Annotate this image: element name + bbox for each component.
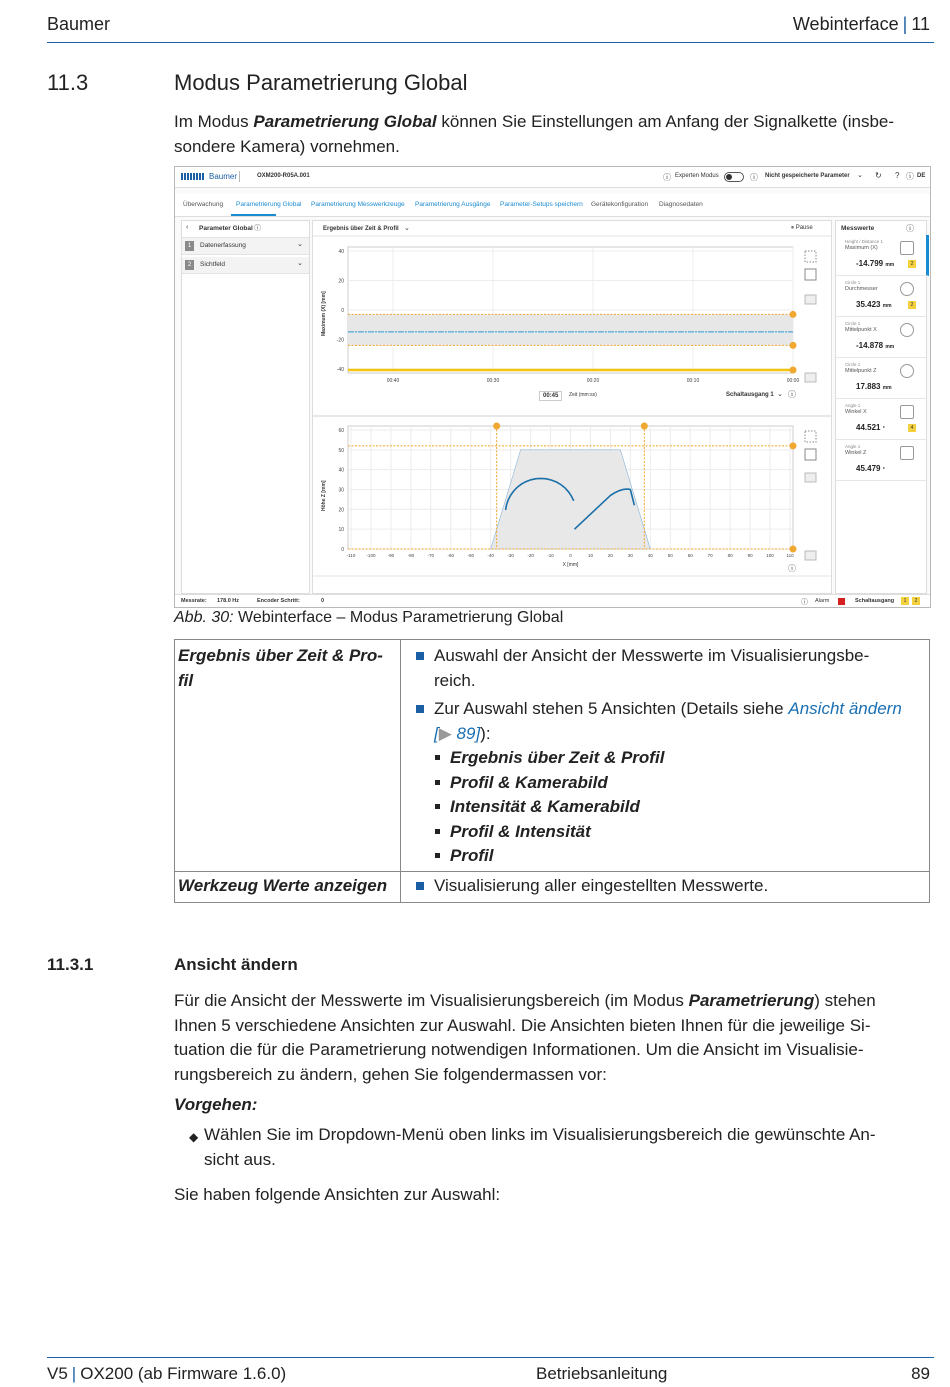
y-axis-label: Höhe Z [mm] [321, 480, 327, 511]
alarm-label: Alarm [815, 598, 830, 604]
footer-document: Betriebsanleitung [536, 1364, 668, 1383]
measurement-item[interactable] [836, 440, 926, 481]
tolerance-band [348, 314, 793, 345]
x-tick-label: -70 [427, 553, 435, 558]
limit-handle [790, 367, 797, 374]
measurement-item[interactable] [836, 317, 926, 358]
chevron-down-icon: ⌄ [297, 260, 303, 267]
limit-handle [641, 423, 648, 430]
status-bar [175, 594, 930, 608]
x-tick-label: -10 [547, 553, 554, 558]
y-tick-label: 10 [338, 527, 344, 534]
figure-caption: Abb. 30: Webinterface – Modus Parametrierung Global [174, 609, 564, 626]
rate-value: 178.0 Hz [217, 598, 240, 604]
pause-icon: ⏸ [791, 225, 795, 231]
measurement-value: 35.423 mm [856, 300, 892, 309]
rate-label: Messrate: [181, 598, 207, 604]
section-number: 11.3 [47, 70, 89, 95]
x-tick-label: 00:10 [686, 378, 700, 384]
tab-ueberwachung[interactable]: Überwachung [183, 201, 224, 208]
chevron-down-icon[interactable]: ⌄ [777, 391, 783, 398]
measurement-name: Winkel Z [845, 450, 867, 456]
cross-reference-link[interactable]: [▶ 89] [434, 723, 481, 743]
y-tick-label: 20 [338, 507, 344, 514]
limit-handle [790, 311, 797, 318]
webinterface-screenshot [174, 166, 931, 608]
x-tick-label: -110 [346, 553, 356, 558]
view-option: Profil [450, 846, 494, 865]
measurements-panel [835, 220, 927, 594]
x-tick-label: -40 [487, 553, 494, 558]
measurements-title: Messwerte [841, 225, 875, 232]
limit-handle [493, 423, 500, 430]
info-icon[interactable]: ⓘ [906, 172, 914, 181]
running-header-section [793, 14, 930, 35]
x-tick-label: 00:20 [586, 378, 600, 384]
measurement-tool: Angle 1 [845, 444, 861, 449]
info-icon[interactable]: ⓘ [750, 173, 758, 182]
x-tick-label: 30 [627, 553, 633, 558]
visualization-area [312, 220, 832, 594]
time-axis-label: Zeit (mm:ss) [569, 392, 597, 398]
sub-bullet [435, 755, 440, 760]
x-tick-label: 90 [747, 553, 753, 558]
encoder-value: 0 [321, 598, 325, 604]
info-icon[interactable]: ⓘ [663, 173, 671, 182]
measurement-value: 17.883 mm [856, 382, 892, 391]
expert-mode-toggle[interactable] [724, 172, 744, 182]
y-tick-label: 40 [338, 249, 344, 255]
info-icon[interactable]: ⓘ [906, 224, 914, 233]
fit-view-icon[interactable] [805, 473, 816, 482]
tab-parametrierung-ausgaenge[interactable]: Parametrierung Ausgänge [415, 201, 491, 208]
fit-view-icon[interactable] [805, 295, 816, 304]
info-icon[interactable]: ⓘ [788, 564, 796, 573]
time-chart [321, 247, 799, 384]
footer-version: V5 | OX200 (ab Firmware 1.6.0) [47, 1364, 287, 1383]
footer-page-number: 89 [911, 1364, 930, 1383]
export-icon[interactable] [805, 551, 816, 560]
limit-handle [790, 342, 797, 349]
parameter-panel [181, 220, 310, 594]
language-selector[interactable]: DE [917, 173, 926, 179]
x-tick-label: -20 [527, 553, 534, 558]
switch-output-badge: 4 [908, 424, 916, 432]
y-axis-label: Maximum (X) [mm] [321, 291, 327, 336]
panel-item-datenerfassung[interactable]: 1 Datenerfassung ⌄ [182, 238, 309, 255]
info-icon[interactable]: ⓘ [801, 599, 808, 606]
table-text: Zur Auswahl stehen 5 Ansichten (Details siehe Ansicht ändern [▶ 89]): [434, 699, 902, 743]
table-text: Visualisierung aller eingestellten Messwerte. [434, 876, 769, 895]
switch-output-dropdown[interactable]: Schaltausgang 1 [726, 392, 774, 398]
tab-parametrierung-messwerkzeuge[interactable]: Parametrierung Messwerkzeuge [311, 201, 405, 208]
header-page-number: 11 [911, 14, 930, 34]
x-tick-label: 20 [607, 553, 613, 558]
measurement-name: Durchmesser [845, 286, 878, 292]
cross-reference-link[interactable]: Ansicht ändern [788, 699, 902, 718]
x-tick-label: 100 [766, 553, 774, 558]
chart-toolbar [805, 251, 816, 560]
sub-bullet [435, 853, 440, 858]
x-tick-label: 40 [647, 553, 653, 558]
x-tick-label: 00:40 [386, 378, 400, 384]
measurement-name: Maximum (X) [845, 245, 878, 251]
help-icon[interactable]: ? [895, 171, 900, 180]
unsaved-parameters-dropdown[interactable]: Nicht gespeicherte Parameter [765, 173, 850, 179]
switch-output-badge: 2 [912, 597, 920, 605]
header-rule [47, 42, 934, 43]
switch-output-badge: 2 [908, 301, 916, 309]
x-tick-label: 60 [687, 553, 693, 558]
x-tick-label: -80 [407, 553, 415, 558]
running-header-brand: Baumer [47, 14, 111, 34]
y-tick-label: -20 [336, 337, 344, 344]
chevron-down-icon[interactable]: ⌄ [404, 225, 410, 232]
measurement-name: Winkel X [845, 409, 867, 415]
main-tabbar [175, 194, 930, 217]
limit-handle [790, 442, 797, 449]
measurement-item[interactable] [836, 399, 926, 440]
step-bullet-icon: ◆ [189, 1130, 199, 1144]
measurement-value: -14.799 mm [856, 259, 895, 268]
select-region-icon[interactable] [805, 251, 816, 262]
subsection-number: 11.3.1 [47, 955, 94, 974]
x-tick-label: -100 [366, 553, 376, 558]
x-tick-label: 00:30 [486, 378, 500, 384]
header-separator: | [902, 14, 908, 34]
info-icon[interactable]: ⓘ [254, 225, 261, 232]
view-option: Ergebnis über Zeit & Profil [450, 748, 665, 767]
chevron-down-icon[interactable]: ⌄ [857, 172, 863, 179]
brand-name: Baumer [209, 172, 238, 181]
bullet [416, 652, 424, 660]
view-dropdown[interactable]: Ergebnis über Zeit & Profil [323, 226, 399, 232]
bullet [416, 705, 424, 713]
device-name: OXM200-R05A.001 [257, 173, 310, 179]
intro-paragraph: Im Modus Parametrierung Global können Sie Einstellungen am Anfang der Signalkette (insbe- sondere Kamera) vornehmen. [174, 112, 895, 156]
measurement-name: Mittelpunkt Z [845, 368, 877, 374]
y-tick-label: 30 [338, 487, 344, 494]
expert-mode-label: Experten Modus [675, 173, 719, 179]
y-tick-label: 60 [338, 428, 344, 434]
table-term: Werkzeug Werte anzeigen [178, 876, 388, 895]
sub-bullet [435, 804, 440, 809]
charts-canvas [313, 221, 831, 593]
y-tick-label: 0 [341, 308, 344, 314]
x-tick-label: -60 [447, 553, 455, 558]
measurement-item[interactable] [836, 235, 929, 276]
tab-geraetekonfiguration[interactable]: Gerätekonfiguration [591, 201, 649, 208]
footer-rule [47, 1357, 934, 1358]
tool-type-icon [900, 446, 914, 460]
switch-output-label: Schaltausgang [855, 598, 895, 604]
x-tick-label: 00:00 [786, 378, 800, 384]
encoder-label: Encoder Schritt: [257, 598, 300, 604]
measurement-tool: Circle 1 [845, 362, 861, 367]
limit-handle [790, 546, 797, 553]
alarm-indicator [838, 598, 845, 605]
measurement-tool: Height / Distance 1 [845, 239, 884, 244]
time-window-value[interactable]: 00:45 [539, 391, 562, 401]
sub-bullet [435, 829, 440, 834]
page-ref-arrow-icon: ▶ [438, 723, 452, 743]
switch-output-badge: 2 [908, 260, 916, 268]
info-icon[interactable]: ⓘ [788, 390, 796, 399]
bullet [416, 882, 424, 890]
table-text: Auswahl der Ansicht der Messwerte im Visualisierungsbe- reich. [434, 646, 870, 690]
y-tick-label: 40 [338, 467, 344, 474]
x-tick-label: -50 [467, 553, 474, 558]
tool-type-icon [900, 323, 914, 337]
measurement-item[interactable] [836, 358, 926, 399]
back-icon[interactable]: ‹ [186, 224, 189, 231]
export-icon[interactable] [805, 373, 816, 382]
x-axis-label: X [mm] [562, 562, 579, 568]
tab-parameter-setups[interactable]: Parameter-Setups speichern [500, 201, 583, 208]
zoom-region-icon[interactable] [805, 269, 816, 280]
closing-sentence: Sie haben folgende Ansichten zur Auswahl: [174, 1185, 501, 1204]
tool-type-icon [900, 364, 914, 378]
measurement-tool: Circle 1 [845, 321, 861, 326]
sub-bullet [435, 780, 440, 785]
tool-type-icon [900, 405, 914, 419]
table-term: Ergebnis über Zeit & Pro- fil [178, 646, 383, 690]
measurement-tool: Angle 1 [845, 403, 861, 408]
tool-type-icon [900, 241, 914, 255]
brand-logo-icon [181, 173, 205, 180]
measurement-item[interactable] [836, 276, 926, 317]
measurement-value: 44.521 ° [856, 423, 885, 432]
measurement-name: Mittelpunkt X [845, 327, 877, 333]
switch-output-badge: 1 [901, 597, 909, 605]
x-tick-label: 70 [707, 553, 713, 558]
x-tick-label: 50 [667, 553, 673, 558]
x-tick-label: 110 [786, 553, 794, 558]
intro-emphasis: Parametrierung Global [253, 112, 437, 131]
subsection-paragraph: Für die Ansicht der Messwerte im Visualisierungsbereich (im Modus Parametrierung) stehen Ihnen 5 verschiedene Ansichten zur Auswahl. Die Ansichten bieten Ihnen für die jeweilige Si- tuation die für die Parametrierung notwendigen Informationen. Um die Ansicht im Visualisie- rungsbereich zu ändern, gehen Sie folgendermassen vor: [174, 991, 876, 1084]
tab-parametrierung-global[interactable]: Parametrierung Global [236, 201, 302, 208]
view-option: Intensität & Kamerabild [450, 797, 640, 816]
draw-tool-icon[interactable] [805, 449, 816, 460]
x-tick-label: -30 [507, 553, 514, 558]
y-tick-label: -40 [336, 367, 344, 373]
app-topbar [175, 167, 930, 188]
view-option: Profil & Intensität [450, 822, 591, 841]
x-tick-label: 80 [727, 553, 733, 558]
tool-type-icon [900, 282, 914, 296]
section-title: Modus Parametrierung Global [174, 70, 468, 95]
measurement-value: 45.479 ° [856, 464, 885, 473]
header-section-name: Webinterface [792, 14, 899, 34]
subsection-title: Ansicht ändern [174, 955, 298, 974]
y-tick-label: 50 [338, 447, 344, 454]
chevron-down-icon: ⌄ [297, 241, 303, 248]
view-option: Profil & Kamerabild [450, 773, 608, 792]
procedure-step: Wählen Sie im Dropdown-Menü oben links im Visualisierungsbereich die gewünschte An- sicht aus. [204, 1125, 876, 1169]
measurement-value: -14.878 mm [856, 341, 895, 350]
y-tick-label: 0 [341, 547, 344, 553]
active-tab-indicator [231, 214, 276, 216]
panel-item-sichtfeld[interactable]: 2 Sichtfeld ⌄ [182, 257, 309, 274]
tab-diagnosedaten[interactable]: Diagnosedaten [659, 201, 703, 208]
x-tick-label: 10 [587, 553, 593, 558]
x-tick-label: -90 [387, 553, 395, 558]
parameter-panel-header: ‹ Parameter Global ⓘ [182, 221, 309, 238]
select-region-icon[interactable] [805, 431, 816, 442]
refresh-icon[interactable]: ↻ [875, 171, 882, 180]
procedure-heading: Vorgehen: [174, 1095, 258, 1114]
definition-table [174, 639, 930, 903]
mode-emphasis: Parametrierung [688, 991, 815, 1010]
profile-chart [321, 423, 797, 569]
pause-button[interactable]: ⏸ Pause [791, 225, 813, 231]
x-tick-label: 0 [569, 553, 572, 558]
measurement-tool: Circle 1 [845, 280, 861, 285]
y-tick-label: 20 [338, 278, 344, 285]
